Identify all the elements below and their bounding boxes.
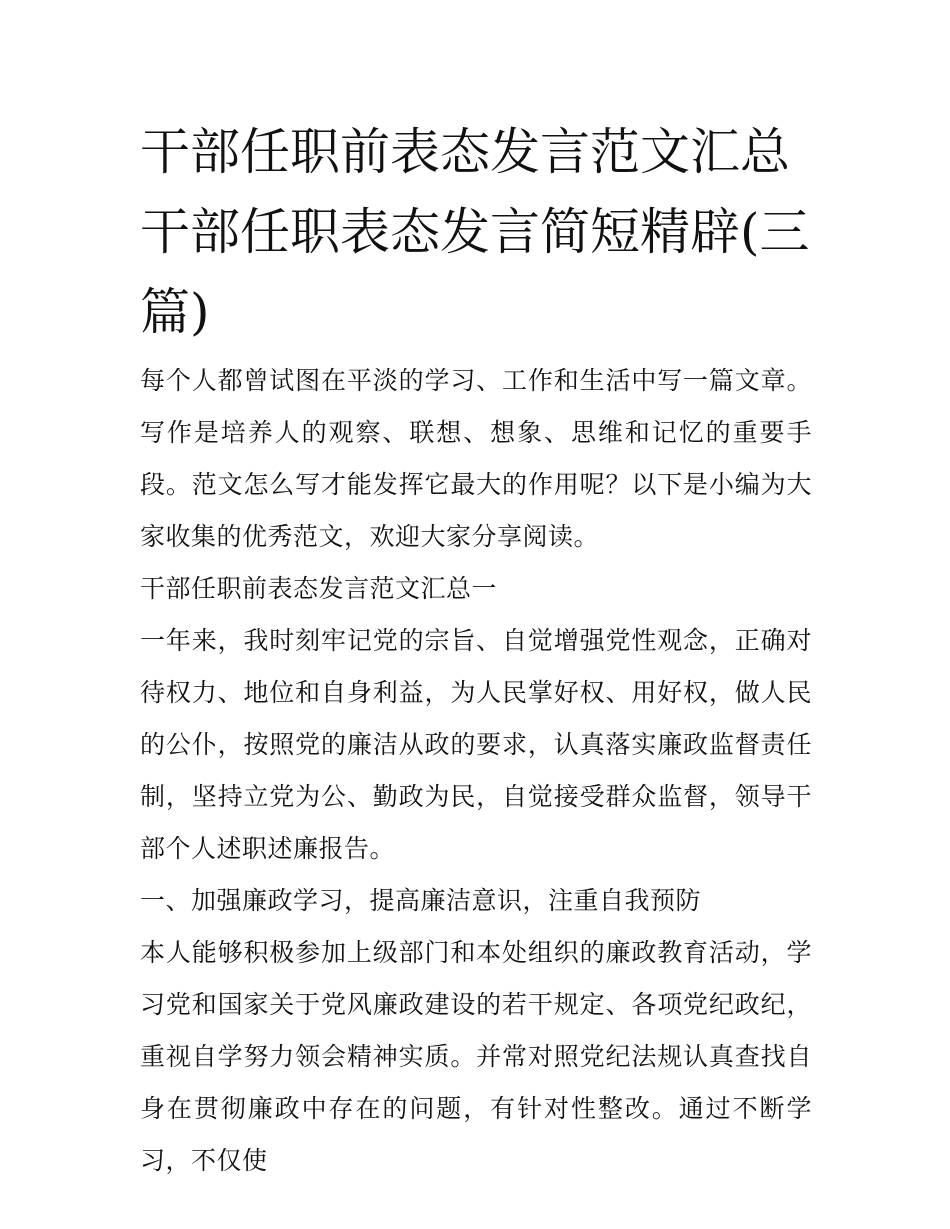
body-paragraph: 一年来，我时刻牢记党的宗旨、自觉增强党性观念，正确对待权力、地位和自身利益，为人民掌好权、用好权，做人民的公仆，按照党的廉洁从政的要求，认真落实廉政监督责任制，坚持立党为公、勤政为民，自觉接受群众监督，领导干部个人述职述廉报告。 bbox=[140, 626, 812, 863]
intro-paragraph: 每个人都曾试图在平淡的学习、工作和生活中写一篇文章。写作是培养人的观察、联想、想象、思维和记忆的重要手段。范文怎么写才能发挥它最大的作用呢？以下是小编为大家收集的优秀范文，欢迎大家分享阅读。 bbox=[140, 366, 812, 551]
body-paragraph: 本人能够积极参加上级部门和本处组织的廉政教育活动，学习党和国家关于党风廉政建设的若干规定、各项党纪政纪，重视自学努力领会精神实质。并常对照党纪法规认真查找自身在贯彻廉政中存在的问题，有针对性整改。通过不断学习，不仅使 bbox=[140, 938, 812, 1175]
section-heading: 干部任职前表态发言范文汇总一 bbox=[140, 574, 498, 603]
document-body bbox=[140, 355, 812, 1187]
document-title: 干部任职前表态发言范文汇总干部任职表态发言简短精辟(三篇) bbox=[140, 123, 810, 341]
subsection-heading: 一、加强廉政学习，提高廉洁意识，注重自我预防 bbox=[140, 886, 702, 915]
